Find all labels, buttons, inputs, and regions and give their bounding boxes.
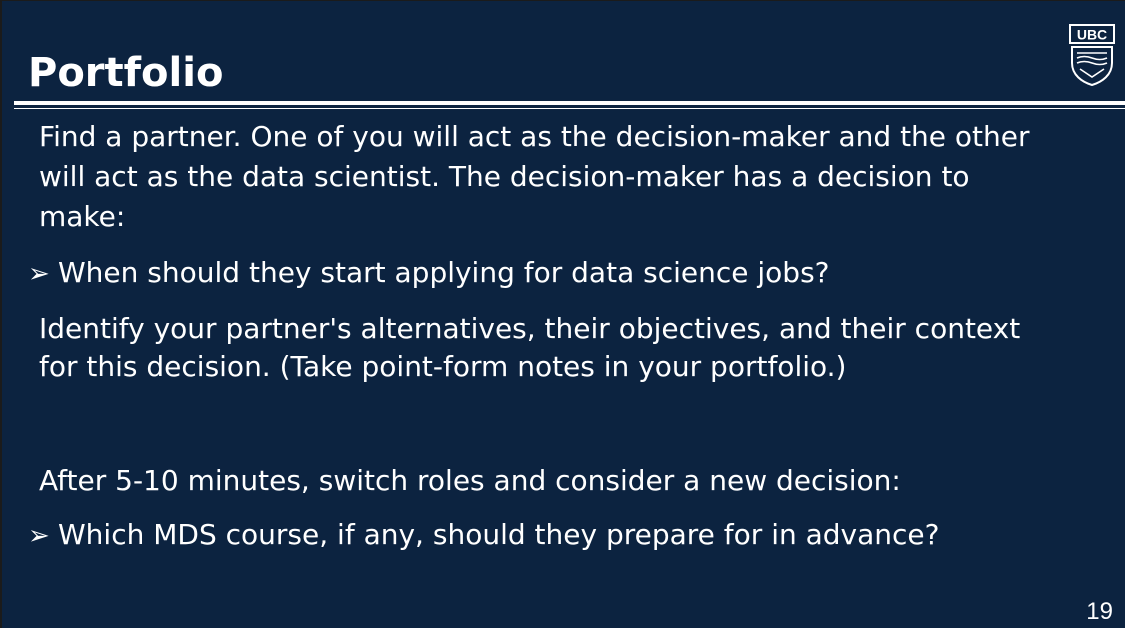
arrow-bullet-icon: ➢ [28,259,50,289]
page-number: 19 [1086,598,1113,625]
paragraph-1-line-3: make: [39,200,126,233]
bullet-item-1 [28,253,830,294]
paragraph-3: After 5-10 minutes, switch roles and consider a new decision: [39,464,901,497]
bullet-2-text: Which MDS course, if any, should they prepare for in advance? [58,518,940,551]
logo-text: UBC [1076,26,1108,43]
slide-title: Portfolio [28,50,224,96]
paragraph-2-line-2: for this decision. (Take point-form notes in your portfolio.) [39,350,847,383]
bullet-1-text: When should they start applying for data science jobs? [58,256,830,289]
paragraph-2-line-1: Identify your partner's alternatives, their objectives, and their context [39,312,1021,345]
title-divider-thick [14,101,1125,105]
ubc-crest-logo [1068,23,1116,87]
arrow-bullet-icon: ➢ [28,521,50,551]
bullet-item-2 [28,515,940,556]
paragraph-1-line-1: Find a partner. One of you will act as the decision-maker and the other [39,120,1030,153]
paragraph-1-line-2: will act as the data scientist. The decision-maker has a decision to [39,160,970,193]
title-divider-thin [14,108,1125,109]
